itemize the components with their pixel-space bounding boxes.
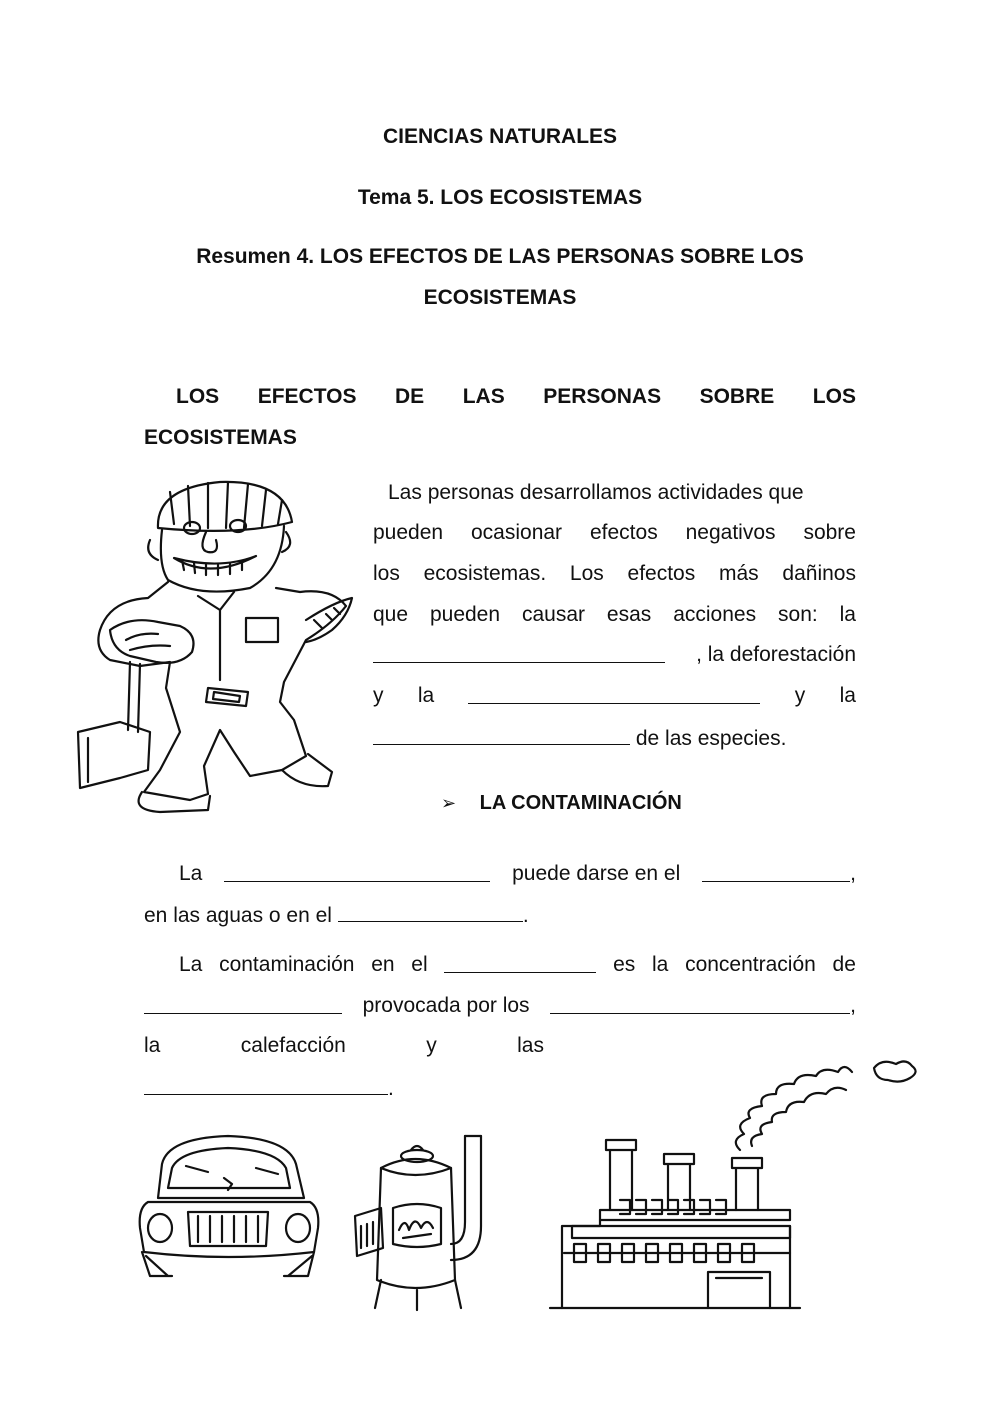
word: la <box>839 684 856 707</box>
word: la <box>144 1034 161 1057</box>
punct: . <box>522 904 529 927</box>
word: SOBRE <box>699 385 775 408</box>
contamination-line3 <box>179 953 856 977</box>
word: la <box>417 684 435 707</box>
text-fragment: puede darse en el <box>512 862 681 885</box>
factory-illustration <box>540 1050 925 1315</box>
paragraph-line2 <box>373 521 856 545</box>
word: calefacción <box>240 1034 346 1057</box>
paragraph-line3 <box>373 562 856 586</box>
word: PERSONAS <box>543 385 662 408</box>
section-title-line1 <box>176 385 856 409</box>
fill-blank-input[interactable] <box>468 684 760 704</box>
word: negativos <box>685 521 776 544</box>
text-fragment: de las especies. <box>635 727 787 750</box>
contamination-line6 <box>144 1075 394 1101</box>
fill-blank-input[interactable] <box>702 862 850 882</box>
contamination-line4 <box>144 994 856 1018</box>
word: los <box>373 562 400 585</box>
word: ocasionar <box>471 521 563 544</box>
paragraph-line4 <box>373 603 856 627</box>
word: EFECTOS <box>257 385 357 408</box>
word: efectos <box>589 521 658 544</box>
fill-blank-input[interactable] <box>338 902 523 922</box>
word: contaminación <box>219 953 355 976</box>
word: el <box>411 953 428 976</box>
section2-title: LA CONTAMINACIÓN <box>479 792 682 814</box>
word: de <box>832 953 856 976</box>
word: la <box>652 953 669 976</box>
word: pueden <box>373 521 444 544</box>
section-title-line2: ECOSISTEMAS <box>144 426 297 449</box>
word: DE <box>395 385 425 408</box>
text-fragment: en las aguas o en el <box>144 904 332 927</box>
summary-title-line2: ECOSISTEMAS <box>423 286 577 309</box>
car-illustration <box>128 1128 328 1283</box>
contamination-line2 <box>144 902 529 928</box>
word: son: <box>778 603 818 626</box>
text-fragment: provocada por los <box>362 994 530 1017</box>
word: ecosistemas. <box>423 562 547 585</box>
word: esas <box>606 603 652 626</box>
word: las <box>517 1034 544 1057</box>
punct: , <box>850 994 856 1017</box>
fill-blank-input[interactable] <box>373 643 665 663</box>
subject-title: CIENCIAS NATURALES <box>382 125 618 148</box>
word: LOS <box>176 385 220 408</box>
word: La <box>179 862 203 885</box>
paragraph-line5 <box>373 643 856 667</box>
arrow-bullet-icon: ➢ <box>441 793 457 814</box>
word: La <box>179 953 203 976</box>
word: que <box>373 603 409 626</box>
paragraph-line7 <box>373 725 786 751</box>
word: es <box>613 953 636 976</box>
word: sobre <box>803 521 856 544</box>
fill-blank-input[interactable] <box>144 994 342 1014</box>
word: LAS <box>462 385 505 408</box>
contamination-line1 <box>179 862 856 886</box>
word: Los <box>569 562 604 585</box>
fill-blank-input[interactable] <box>144 1075 388 1095</box>
summary-title-line1: Resumen 4. LOS EFECTOS DE LAS PERSONAS SOBRE LOS <box>196 245 804 268</box>
word: causar <box>521 603 585 626</box>
word: LOS <box>812 385 856 408</box>
word: acciones <box>673 603 757 626</box>
word: y <box>794 684 806 707</box>
blank-group <box>702 862 856 886</box>
word: la <box>839 603 856 626</box>
section2-heading <box>441 792 682 815</box>
lumberjack-illustration <box>70 470 360 820</box>
word: en <box>371 953 395 976</box>
word: y <box>373 684 384 707</box>
word: efectos <box>627 562 696 585</box>
punct: . <box>388 1077 394 1100</box>
word: dañinos <box>782 562 856 585</box>
paragraph-line1: Las personas desarrollamos actividades que <box>388 481 804 504</box>
contamination-line5 <box>144 1034 544 1058</box>
fill-blank-input[interactable] <box>224 862 490 882</box>
word: pueden <box>429 603 501 626</box>
fill-blank-input[interactable] <box>444 953 596 973</box>
fill-blank-input[interactable] <box>373 725 630 745</box>
word: más <box>718 562 759 585</box>
fill-blank-input[interactable] <box>550 994 850 1014</box>
paragraph-line6 <box>373 684 856 708</box>
punct: , <box>850 862 856 885</box>
word: concentración <box>685 953 816 976</box>
topic-title: Tema 5. LOS ECOSISTEMAS <box>357 186 643 209</box>
word: y <box>426 1034 437 1057</box>
text-fragment: , la deforestación <box>696 643 856 666</box>
stove-illustration <box>345 1130 500 1315</box>
blank-group <box>550 994 856 1018</box>
